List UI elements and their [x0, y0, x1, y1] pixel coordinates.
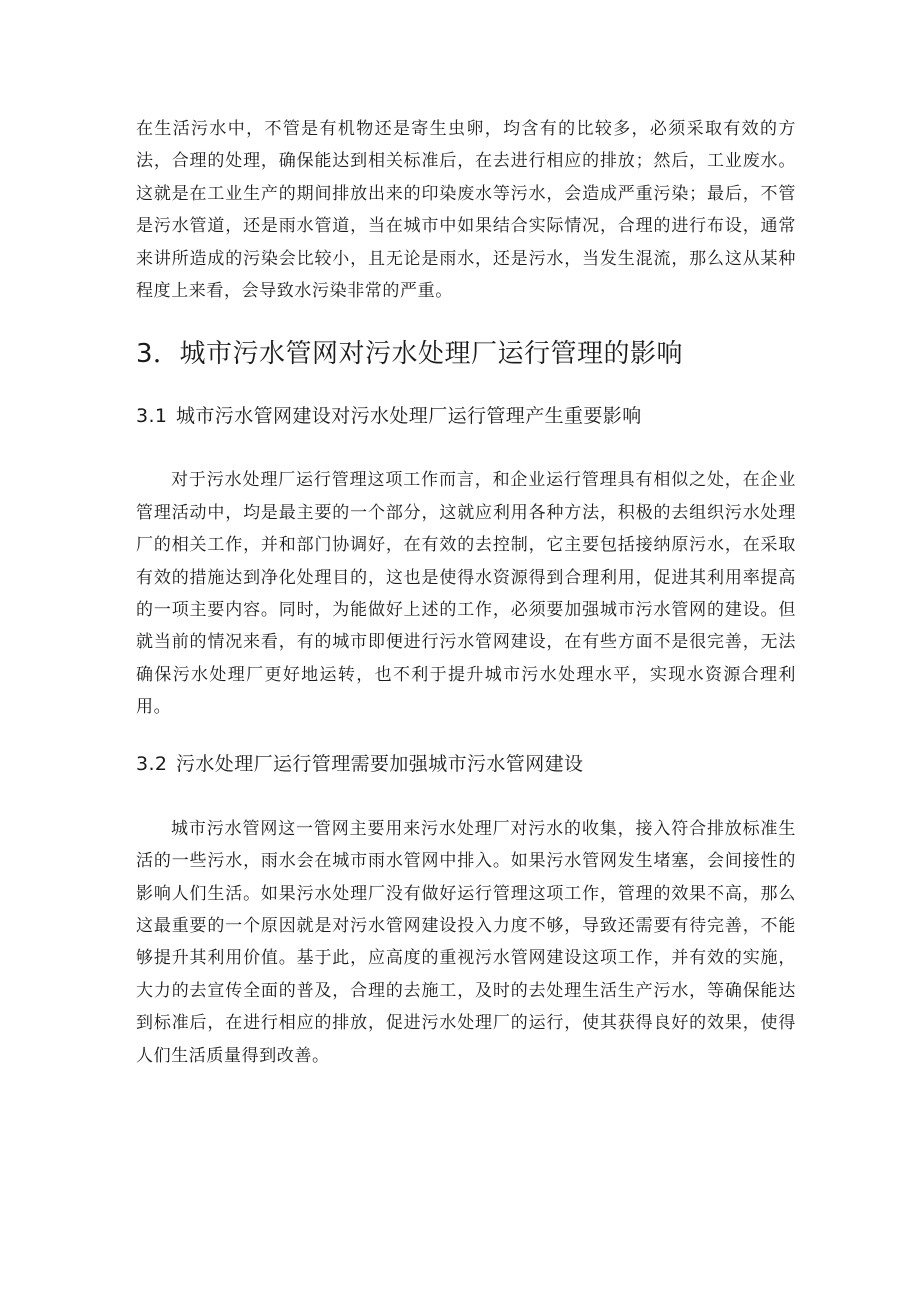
- paragraph-plant-operation: 对于污水处理厂运行管理这项工作而言，和企业运行管理具有相似之处，在企业管理活动中，均是最主要的一个部分，这就应利用各种方法，积极的去组织污水处理厂的相关工作，并和部门协调好，在有效的去控制，它主要包括接纳原污水，在采取有效的措施达到净化处理目的，这也是使得水资源得到合理利用，促进其利用率提高的一项主要内容。同时，为能做好上述的工作，必须要加强城市污水管网的建设。但就当前的情况来看，有的城市即便进行污水管网建设，在有些方面不是很完善，无法确保污水处理厂更好地运转，也不利于提升城市污水处理水平，实现水资源合理利用。: [136, 470, 796, 718]
- section-3-1-title: 城市污水管网建设对污水处理厂运行管理产生重要影响: [176, 405, 642, 428]
- section-3-1-number: 3.1: [136, 405, 168, 428]
- section-3-2-title: 污水处理厂运行管理需要加强城市污水管网建设: [176, 752, 584, 775]
- section-3-2-heading: [136, 746, 796, 782]
- section-3-heading: 3．城市污水管网对污水处理厂运行管理的影响: [136, 339, 684, 370]
- section-3-1-heading: [136, 398, 796, 434]
- paragraph-pipe-network: 城市污水管网这一管网主要用来污水处理厂对污水的收集，接入符合排放标准生活的一些污水，雨水会在城市雨水管网中排入。如果污水管网发生堵塞，会间接性的影响人们生活。如果污水处理厂没有做好运行管理这项工作，管理的效果不高，那么这最重要的一个原因就是对污水管网建设投入力度不够，导致还需要有待完善，不能够提升其利用价值。基于此，应高度的重视污水管网建设这项工作，并有效的实施，大力的去宣传全面的普及，合理的去施工，及时的去处理生活生产污水，等确保能达到标准后，在进行相应的排放，促进污水处理厂的运行，使其获得良好的效果，使得人们生活质量得到改善。: [136, 818, 796, 1066]
- document-page: [136, 113, 796, 1072]
- paragraph-water-pollution: 在生活污水中，不管是有机物还是寄生虫卵，均含有的比较多，必须采取有效的方法，合理的处理，确保能达到相关标准后，在去进行相应的排放；然后，工业废水。这就是在工业生产的期间排放出来的印染废水等污水，会造成严重污染；最后，不管是污水管道，还是雨水管道，当在城市中如果结合实际情况，合理的进行布设，通常来讲所造成的污染会比较小，且无论是雨水，还是污水，当发生混流，那么这从某种程度上来看，会导致水污染非常的严重。: [136, 119, 796, 302]
- section-3-2-number: 3.2: [136, 752, 168, 775]
